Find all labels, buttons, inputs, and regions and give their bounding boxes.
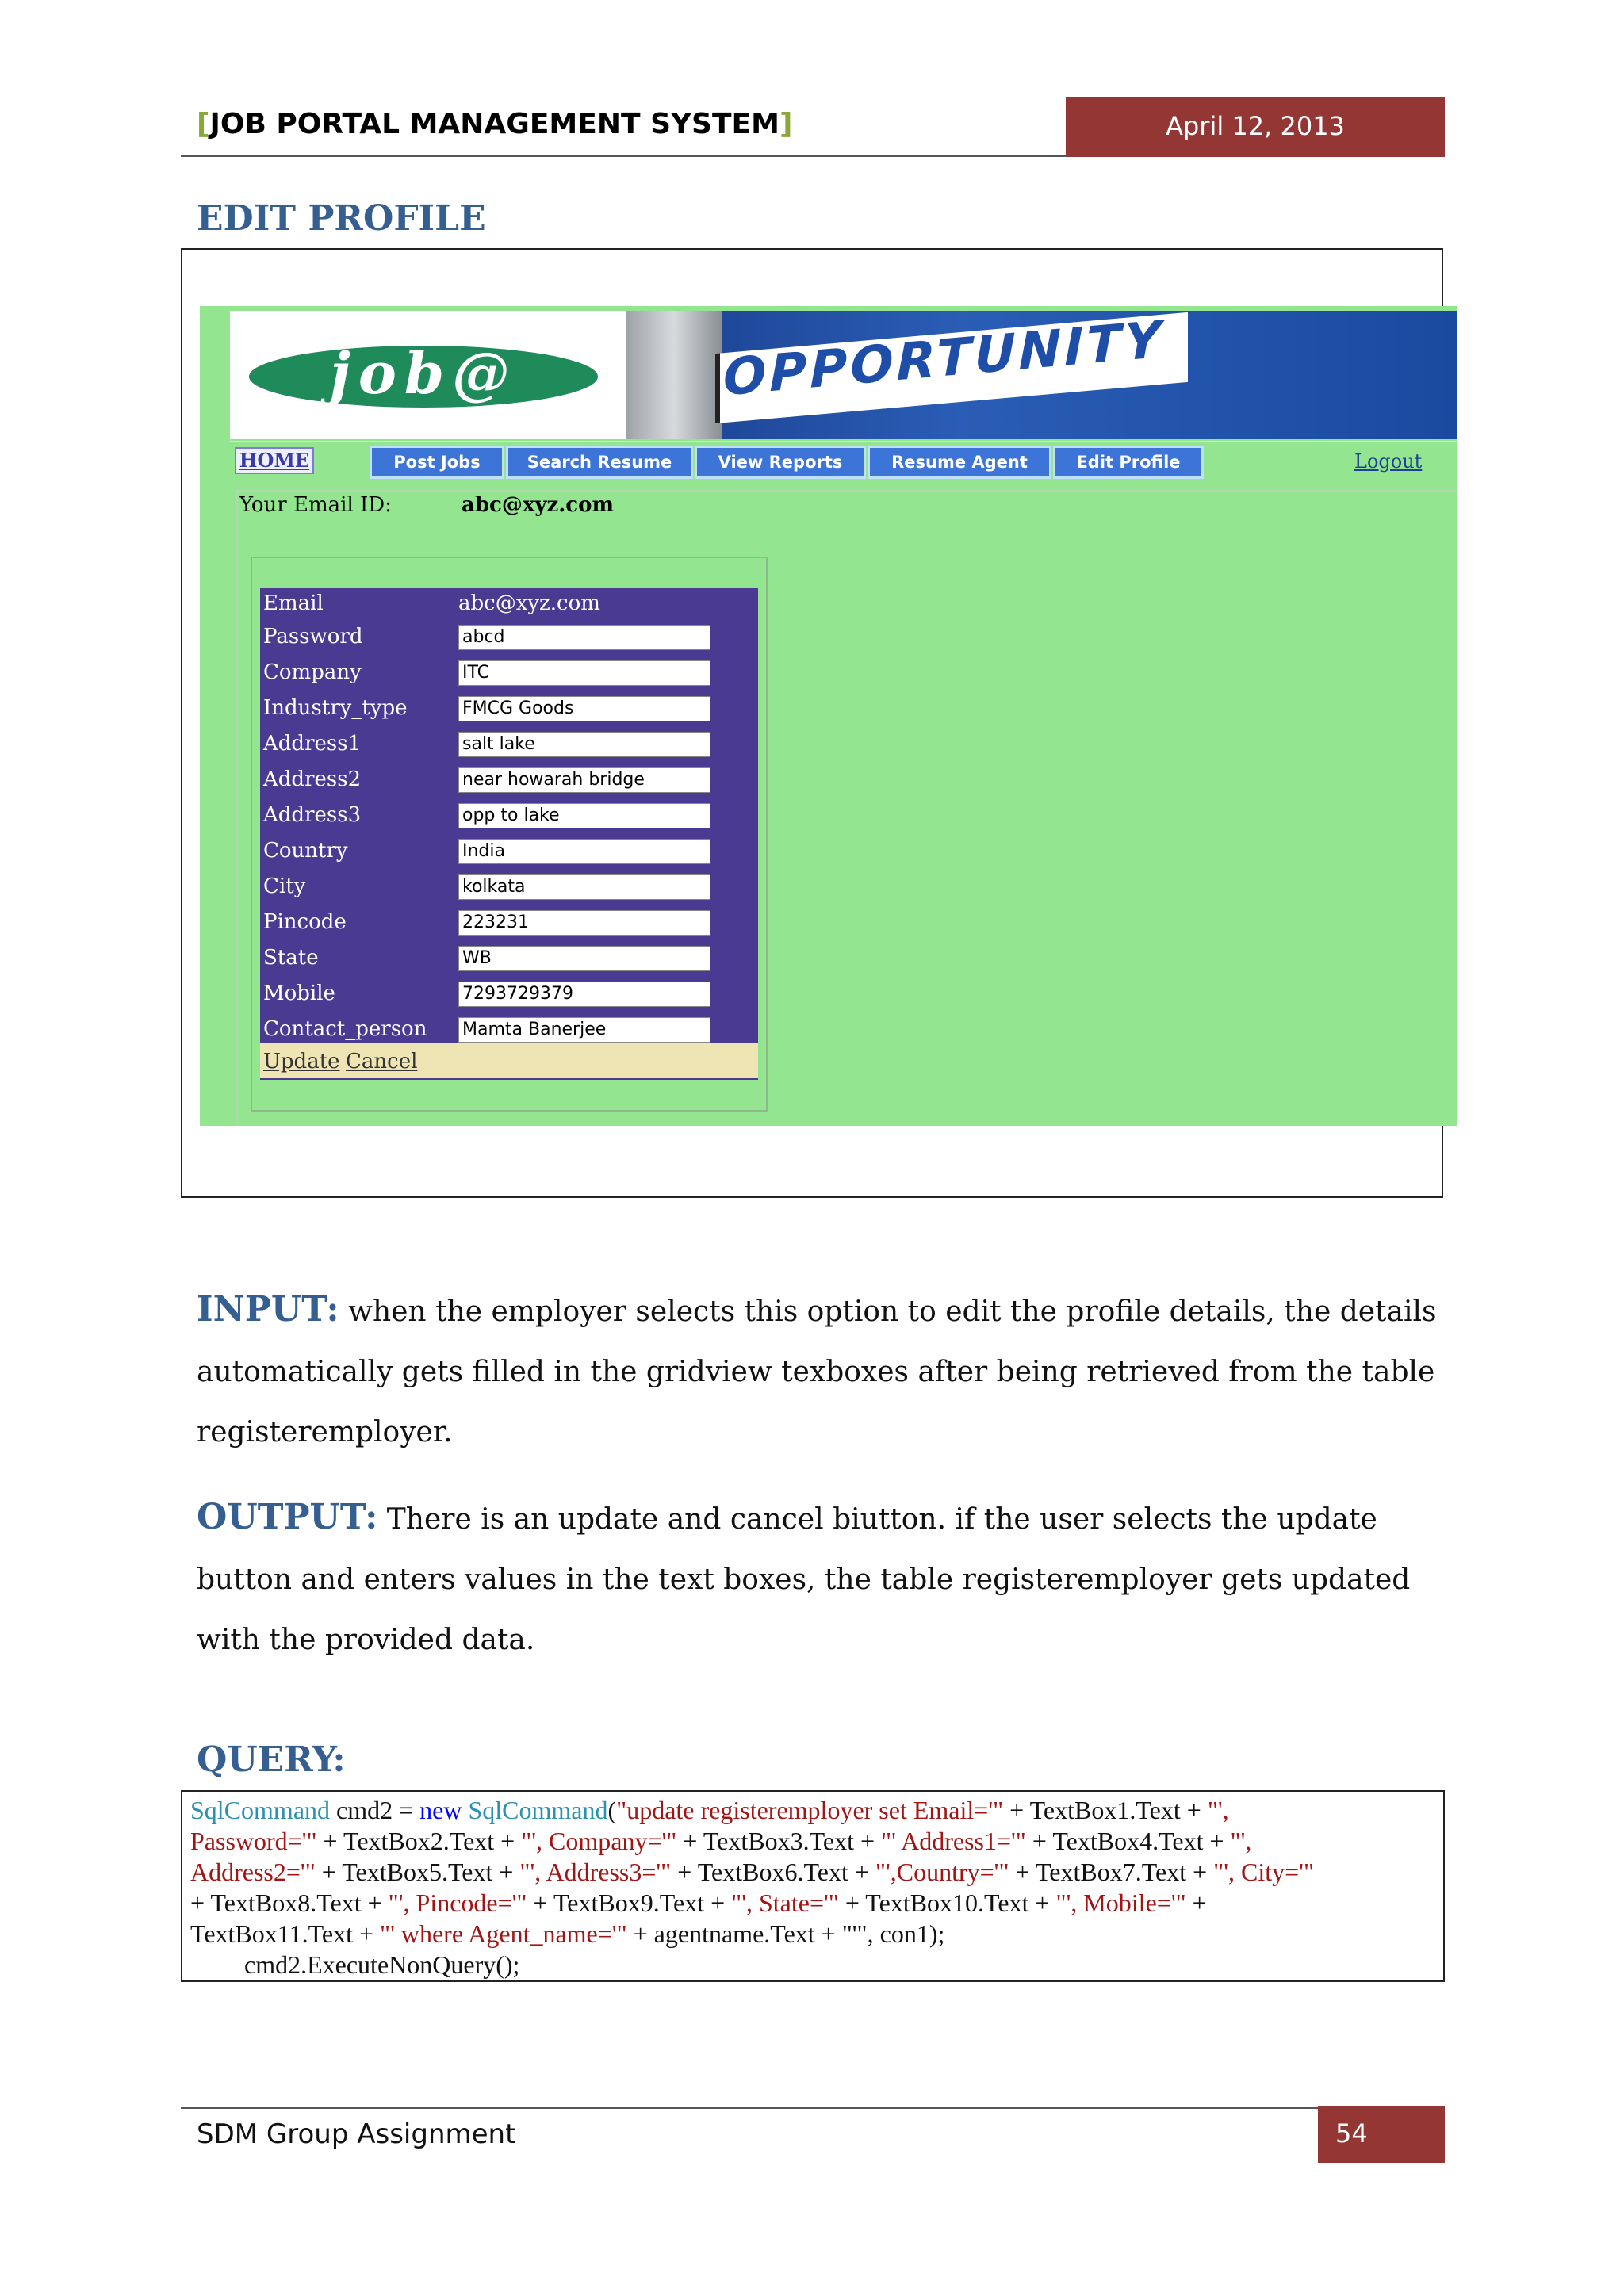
grid-field-label: Contact_person: [263, 1017, 427, 1041]
bracket-open: [: [197, 108, 210, 140]
grid-field-label: Industry_type: [263, 696, 408, 720]
grid-email-value: abc@xyz.com: [458, 591, 600, 615]
grid-field-label: City: [263, 874, 306, 898]
address1-field[interactable]: salt lake: [458, 732, 710, 757]
section-title-edit-profile: EDIT PROFILE: [197, 198, 486, 239]
query-title: QUERY:: [197, 1739, 346, 1780]
code-line: Address2='" + TextBox5.Text + "', Address3='" + TextBox6.Text + "',Country='" + TextBox7.Text + "', City='": [190, 1858, 1314, 1886]
footer-text: SDM Group Assignment: [197, 2118, 516, 2150]
state-field[interactable]: WB: [458, 946, 710, 971]
page-number-box: [1318, 2106, 1445, 2163]
code-block: [181, 1790, 1445, 1982]
update-link[interactable]: Update: [263, 1050, 340, 1073]
company-field[interactable]: ITC: [458, 660, 710, 686]
opportunity-text: OPPORTUNITY: [723, 310, 1165, 408]
output-label: OUTPUT:: [197, 1497, 378, 1537]
contact-person-field[interactable]: Mamta Banerjee: [458, 1017, 710, 1043]
banner-pole: [626, 311, 722, 439]
address3-field[interactable]: opp to lake: [458, 803, 710, 828]
your-email-label: Your Email ID:: [239, 493, 392, 517]
code-line: SqlCommand cmd2 = new SqlCommand("update registeremployer set Email='" + TextBox1.Text + "',: [190, 1796, 1229, 1824]
header-date-box: [1066, 97, 1445, 157]
grid-field-label: State: [263, 946, 319, 970]
grid-field-label: Pincode: [263, 910, 347, 934]
code-line: cmd2.ExecuteNonQuery();: [244, 1950, 520, 1979]
input-text: when the employer selects this option to edit the profile details, the details automatically gets filled in the gridview texboxes after being retrieved from the table registeremployer.: [197, 1295, 1437, 1448]
mobile-field[interactable]: 7293729379: [458, 982, 710, 1007]
logout-link[interactable]: Logout: [1354, 450, 1423, 473]
nav-post-jobs-button[interactable]: Post Jobs: [370, 446, 504, 479]
nav-search-resume-button[interactable]: Search Resume: [506, 446, 693, 479]
logo-text: job@: [329, 339, 518, 407]
page-number: 54: [1335, 2118, 1368, 2149]
input-label: INPUT:: [197, 1289, 339, 1330]
bracket-close: ]: [779, 108, 793, 140]
output-text: There is an update and cancel biutton. if the user selects the update button and enters values in the text boxes, the table registeremployer gets updated with the provided data.: [197, 1503, 1411, 1656]
header-date: April 12, 2013: [1166, 111, 1345, 141]
grid-field-label: Address3: [263, 803, 362, 827]
your-email-value: abc@xyz.com: [462, 493, 614, 517]
address2-field[interactable]: near howarah bridge: [458, 767, 710, 793]
footer-rule: [181, 2107, 1318, 2109]
code-line: Password='" + TextBox2.Text + "', Company='" + TextBox3.Text + "' Address1='" + TextBox4.Text + "',: [190, 1827, 1252, 1855]
grid-field-label: Company: [263, 660, 362, 684]
country-field[interactable]: India: [458, 839, 710, 864]
nav-view-reports-button[interactable]: View Reports: [695, 446, 866, 479]
nav-resume-agent-button[interactable]: Resume Agent: [868, 446, 1051, 479]
password-field[interactable]: abcd: [458, 625, 710, 650]
city-field[interactable]: kolkata: [458, 874, 710, 900]
header-rule: [181, 155, 1066, 157]
grid-email-label: Email: [263, 591, 324, 615]
document-header-title: [197, 108, 792, 140]
nav-home-link[interactable]: HOME: [235, 447, 314, 474]
grid-field-label: Mobile: [263, 982, 335, 1005]
cancel-link[interactable]: Cancel: [346, 1050, 418, 1073]
app-screenshot: [200, 306, 1457, 1126]
nav-divider: [230, 441, 1457, 442]
output-paragraph: [197, 1487, 1450, 1670]
code-line: TextBox11.Text + "' where Agent_name='" + agentname.Text + "'", con1);: [190, 1919, 945, 1948]
code-line: + TextBox8.Text + "', Pincode='" + TextBox9.Text + "', State='" + TextBox10.Text + "', Mobile='" +: [190, 1888, 1207, 1917]
grid-field-label: Country: [263, 839, 348, 863]
grid-field-label: Address1: [263, 732, 362, 756]
grid-field-label: Address2: [263, 767, 362, 791]
industry-type-field[interactable]: FMCG Goods: [458, 696, 710, 721]
header-title-text: JOB PORTAL MANAGEMENT SYSTEM: [209, 108, 779, 140]
input-paragraph: [197, 1280, 1450, 1463]
grid-field-label: Password: [263, 625, 363, 649]
nav-edit-profile-button[interactable]: Edit Profile: [1053, 446, 1204, 479]
pincode-field[interactable]: 223231: [458, 910, 710, 936]
